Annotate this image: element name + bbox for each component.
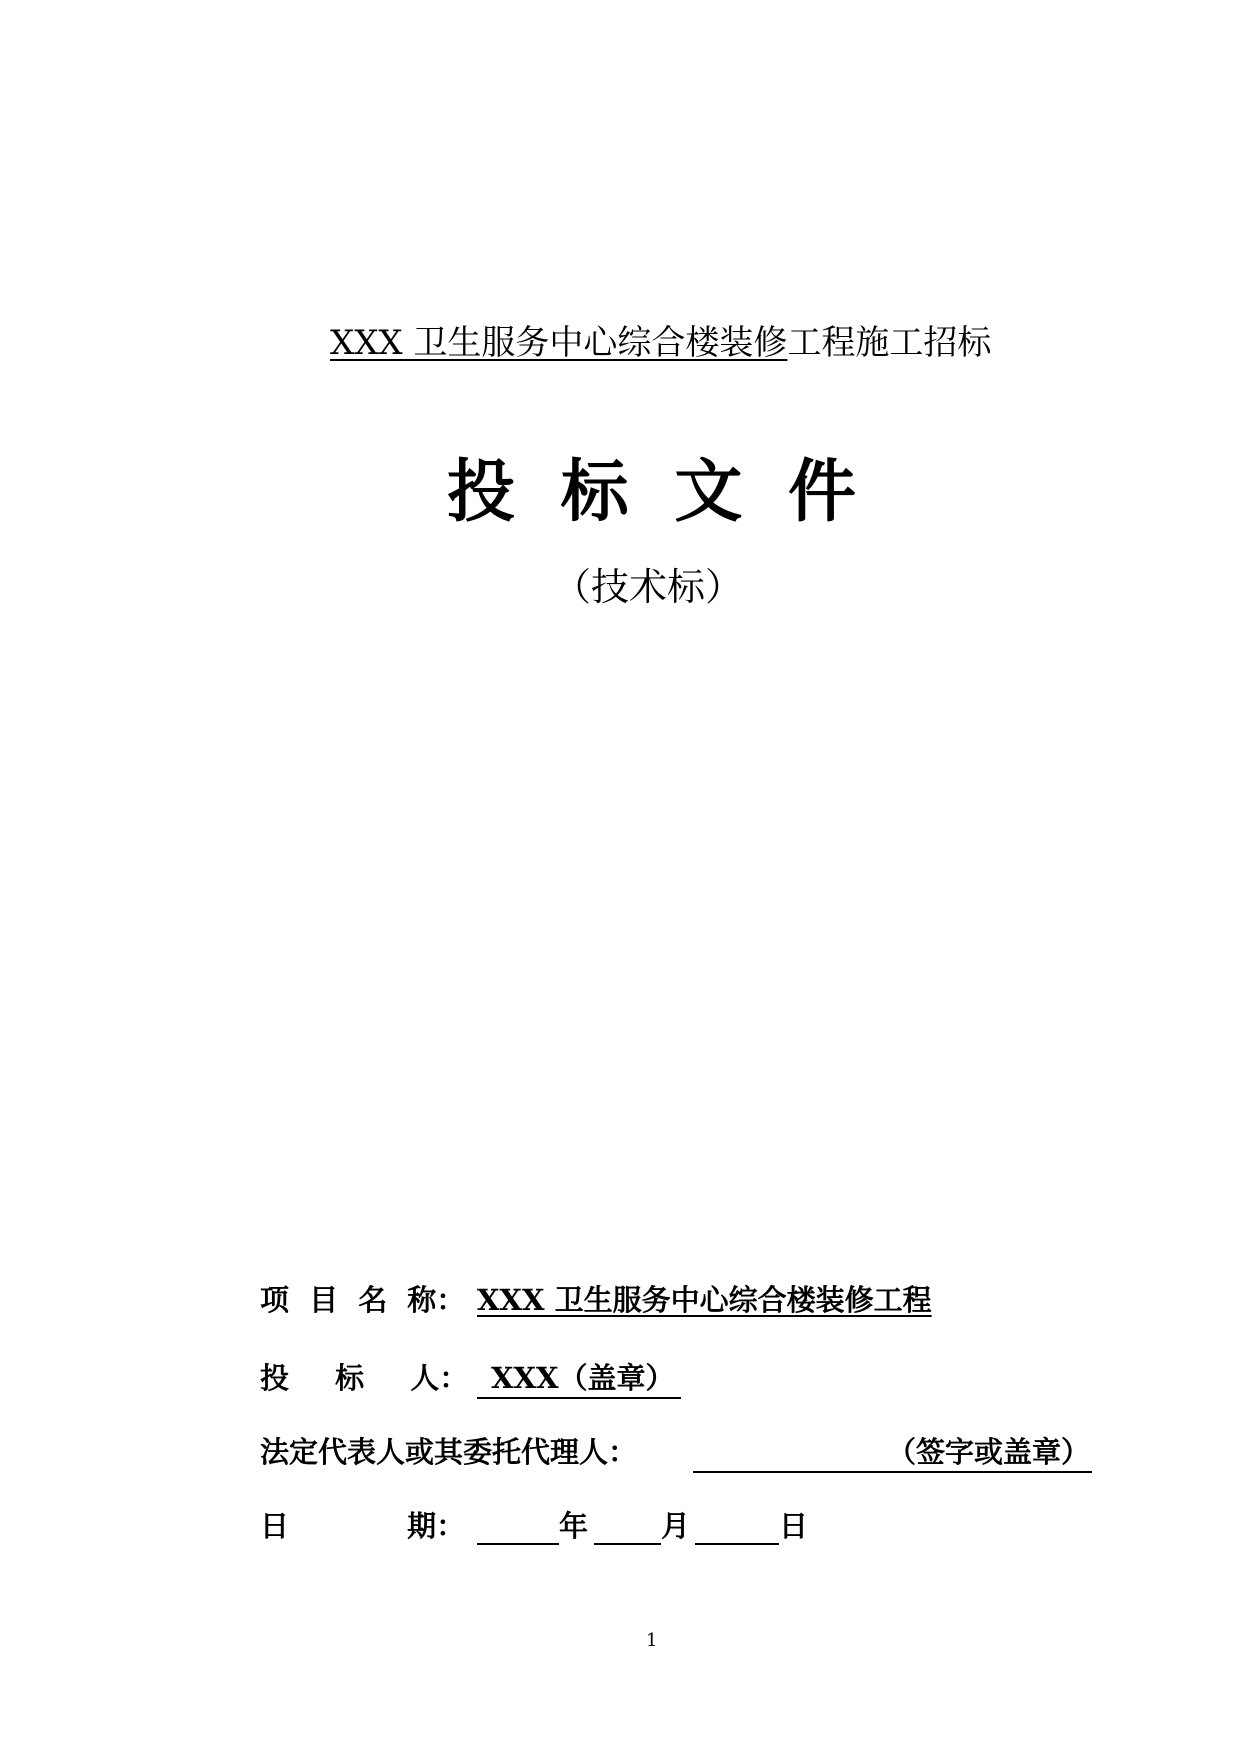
- page-number: 1: [646, 1630, 658, 1651]
- project-name-label: 项 目 名 称：: [260, 1283, 466, 1317]
- main-title: 投 标 文 件: [447, 452, 857, 532]
- legal-representative-signature-line: （签字或盖章）: [693, 1438, 1092, 1473]
- date-fill-row: [477, 1509, 809, 1545]
- date-day-unit: 日: [779, 1509, 809, 1543]
- date-month-unit: 月: [661, 1509, 691, 1543]
- date-year-blank: [477, 1512, 559, 1545]
- project-name-value: XXX 卫生服务中心综合楼装修工程: [477, 1283, 932, 1317]
- tender-title-project-name: XXX 卫生服务中心综合楼装修: [330, 323, 788, 363]
- bidder-value: XXX（盖章）: [477, 1364, 681, 1399]
- date-day-blank: [695, 1512, 779, 1545]
- date-label: 日 期：: [260, 1509, 466, 1543]
- tender-title-suffix: 工程施工招标: [787, 323, 992, 363]
- subtitle: （技术标）: [553, 565, 744, 609]
- legal-representative-label: 法定代表人或其委托代理人：: [260, 1435, 638, 1469]
- tender-title: [330, 323, 992, 363]
- date-year-unit: 年: [559, 1509, 589, 1543]
- date-month-blank: [594, 1512, 661, 1545]
- bidder-label: 投 标 人：: [260, 1361, 469, 1395]
